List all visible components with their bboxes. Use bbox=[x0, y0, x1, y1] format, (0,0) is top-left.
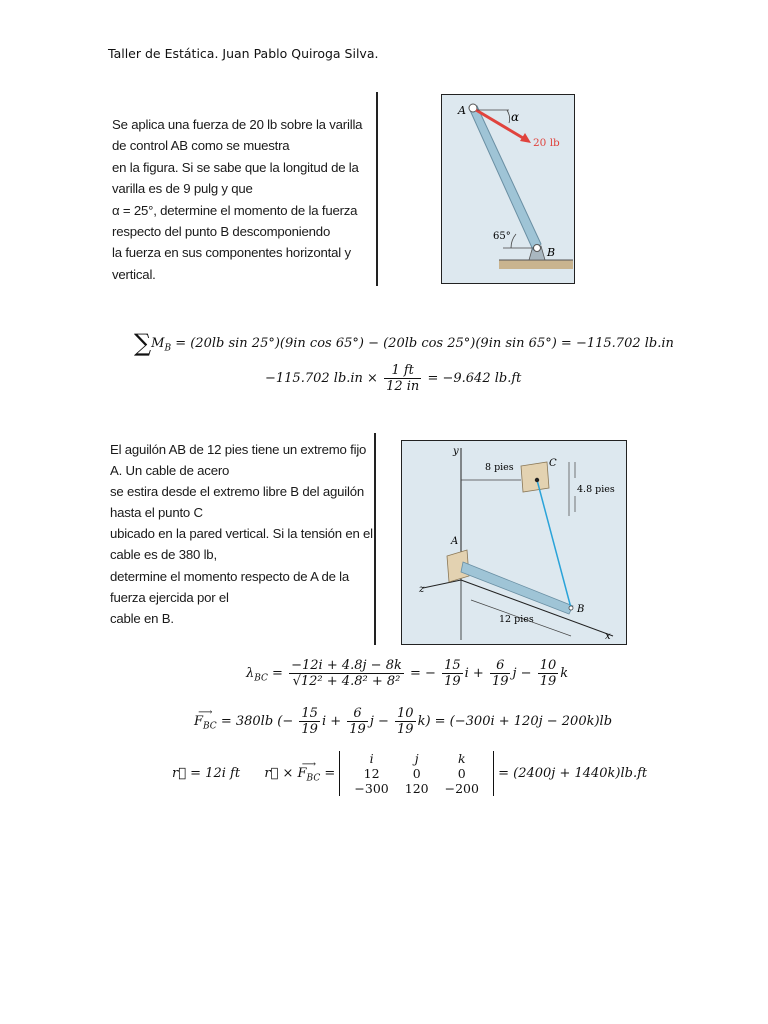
force-vector-equation bbox=[194, 706, 612, 737]
fraction-numerator: 6 bbox=[347, 706, 368, 722]
problem2-line: hasta el punto C bbox=[110, 505, 203, 521]
point-label-a: A bbox=[451, 536, 459, 547]
fraction-numerator: 15 bbox=[301, 706, 318, 721]
matrix-cell: 12 bbox=[363, 766, 380, 781]
force-letter: F bbox=[194, 714, 204, 729]
force-symbol: ⟶ $F_{BC}$ bbox=[194, 707, 217, 732]
dimension-12-pies: 12 pies bbox=[499, 614, 534, 625]
force-letter: F bbox=[297, 766, 307, 781]
component-symbol: i + bbox=[464, 666, 484, 681]
matrix-cell: k bbox=[457, 751, 466, 766]
point-label-b: B bbox=[577, 604, 585, 615]
lambda-fraction bbox=[289, 658, 404, 689]
position-vector: r⃗ = 12i ft bbox=[172, 766, 241, 781]
matrix-cell: j bbox=[414, 751, 419, 766]
lambda-symbol: λ bbox=[246, 666, 255, 681]
fraction-numerator: 15 bbox=[444, 658, 461, 673]
component-symbol: j − bbox=[512, 666, 532, 681]
matrix-cell: −200 bbox=[444, 781, 479, 796]
problem2-line: ubicado en la pared vertical. Si la tensión en el bbox=[110, 526, 373, 542]
unit-vector-equation: $\lambda_{BC}$ = $\frac{-12i + 4.8j - 8k}{\text{√12² + 4.8² + 8²}}$ = − $\frac{15}{19}$ i + $\frac{6}{19}$ j − $\frac{10}{19}$ k bbox=[246, 658, 569, 689]
problem1-line: la fuerza en sus componentes horizontal y bbox=[112, 245, 351, 261]
problem2-line: A. Un cable de acero bbox=[110, 463, 230, 479]
figure-label-force: 20 lb bbox=[533, 137, 560, 149]
fraction-denominator: 19 bbox=[491, 674, 509, 689]
component-symbol: j − bbox=[369, 714, 389, 729]
problem1-line: en la figura. Si se sabe que la longitud de la bbox=[112, 159, 359, 175]
matrix-cell: 0 bbox=[457, 766, 466, 781]
problem2-line: El aguilón AB de 12 pies tiene un extremo fijo bbox=[110, 442, 367, 457]
figure-label-a: A bbox=[458, 104, 466, 117]
force-result: k) = (−300i + 120j − 200k)lb bbox=[417, 714, 613, 729]
force-fraction-k bbox=[395, 706, 416, 737]
problem2-line: determine el momento respecto de A de la bbox=[110, 568, 350, 584]
unit-conversion bbox=[265, 363, 521, 394]
problem1-line: α = 25°, determine el momento de la fuerza bbox=[112, 202, 358, 218]
problem1-text bbox=[112, 114, 362, 285]
fraction-numerator: 1 ft bbox=[384, 363, 421, 379]
matrix-cell: i bbox=[369, 751, 374, 766]
conversion-fraction bbox=[384, 363, 421, 394]
moment-equation bbox=[134, 329, 674, 357]
conversion-pre: −115.702 lb.in × bbox=[265, 371, 378, 386]
moment-rhs: = (20lb sin 25°)(9in cos 65°) − (20lb cos 25°)(9in sin 65°) = −115.702 lb.in bbox=[171, 336, 674, 351]
problem1-line: vertical. bbox=[112, 266, 156, 282]
component-fraction-k bbox=[538, 658, 559, 689]
sum-symbol: ∑ bbox=[134, 329, 152, 357]
problem2-figure bbox=[401, 440, 627, 645]
point-label-c: C bbox=[549, 458, 557, 469]
fraction-numerator: 6 bbox=[490, 658, 511, 674]
figure-label-angle: 65° bbox=[493, 231, 511, 242]
problem1-figure bbox=[441, 94, 575, 284]
axis-label-z: z bbox=[419, 584, 425, 595]
fraction-numerator: 10 bbox=[397, 706, 414, 721]
fraction-denominator: 19 bbox=[301, 722, 318, 737]
dimension-4-8-pies: 4.8 pies bbox=[577, 484, 615, 495]
cross-force-symbol: ⟶ $F_{BC}$ bbox=[297, 759, 321, 784]
dimension-8-pies: 8 pies bbox=[485, 462, 514, 473]
problem2-line: cable es de 380 lb, bbox=[110, 547, 217, 563]
conversion-result: = −9.642 lb.ft bbox=[427, 371, 522, 386]
moment-subscript: B bbox=[164, 343, 172, 354]
determinant-matrix bbox=[339, 751, 494, 796]
force-subscript: BC bbox=[306, 773, 321, 784]
axis-label-x: x bbox=[605, 631, 611, 642]
lambda-subscript: BC bbox=[254, 673, 268, 684]
component-symbol: k bbox=[560, 666, 569, 681]
force-subscript: BC bbox=[203, 721, 217, 732]
component-fraction-i bbox=[442, 658, 463, 689]
cross-symbol: r⃗ × bbox=[264, 766, 294, 781]
fraction-denominator: 19 bbox=[397, 722, 414, 737]
axis-label-y: y bbox=[453, 446, 459, 457]
problem1-line: Se aplica una fuerza de 20 lb sobre la varilla bbox=[112, 117, 363, 132]
cross-eq: = bbox=[324, 766, 336, 781]
matrix-cell: 0 bbox=[412, 766, 421, 781]
problem1-line: varilla es de 9 pulg y que bbox=[112, 181, 253, 197]
cross-product-result: = (2400j + 1440k)lb.ft bbox=[498, 766, 648, 781]
force-fraction-j bbox=[347, 706, 368, 737]
force-pre: = 380lb (− bbox=[220, 714, 294, 729]
lambda-denominator: √12² + 4.8² + 8² bbox=[292, 674, 401, 689]
matrix-cell: −300 bbox=[354, 781, 389, 796]
problem2-line: se estira desde el extremo libre B del aguilón bbox=[110, 484, 364, 500]
problem2-line: cable en B. bbox=[110, 610, 174, 626]
problem1-divider bbox=[376, 92, 378, 286]
cross-product-equation bbox=[172, 751, 647, 796]
force-fraction-i bbox=[299, 706, 320, 737]
fraction-denominator: 19 bbox=[349, 722, 366, 737]
fraction-denominator: 19 bbox=[539, 674, 557, 689]
lambda-eq: = − bbox=[410, 666, 436, 681]
moment-symbol: M bbox=[151, 336, 165, 351]
problem2-divider bbox=[374, 433, 376, 645]
problem2-text bbox=[110, 439, 373, 629]
problem1-line: respecto del punto B descomponiendo bbox=[112, 224, 331, 240]
component-fraction-j bbox=[490, 658, 511, 689]
figure-label-alpha: α bbox=[511, 110, 520, 124]
problem1-line: de control AB como se muestra bbox=[112, 138, 290, 154]
fraction-numerator: 10 bbox=[539, 658, 557, 673]
figure-label-b: B bbox=[547, 246, 556, 259]
page-header: Taller de Estática. Juan Pablo Quiroga Silva. bbox=[108, 46, 379, 61]
problem2-line: fuerza ejercida por el bbox=[110, 589, 229, 605]
component-symbol: i + bbox=[321, 714, 342, 729]
fraction-denominator: 12 in bbox=[386, 379, 420, 394]
matrix-cell: 120 bbox=[404, 781, 429, 796]
fraction-denominator: 19 bbox=[444, 674, 461, 689]
lambda-numerator: −12i + 4.8j − 8k bbox=[291, 658, 402, 673]
